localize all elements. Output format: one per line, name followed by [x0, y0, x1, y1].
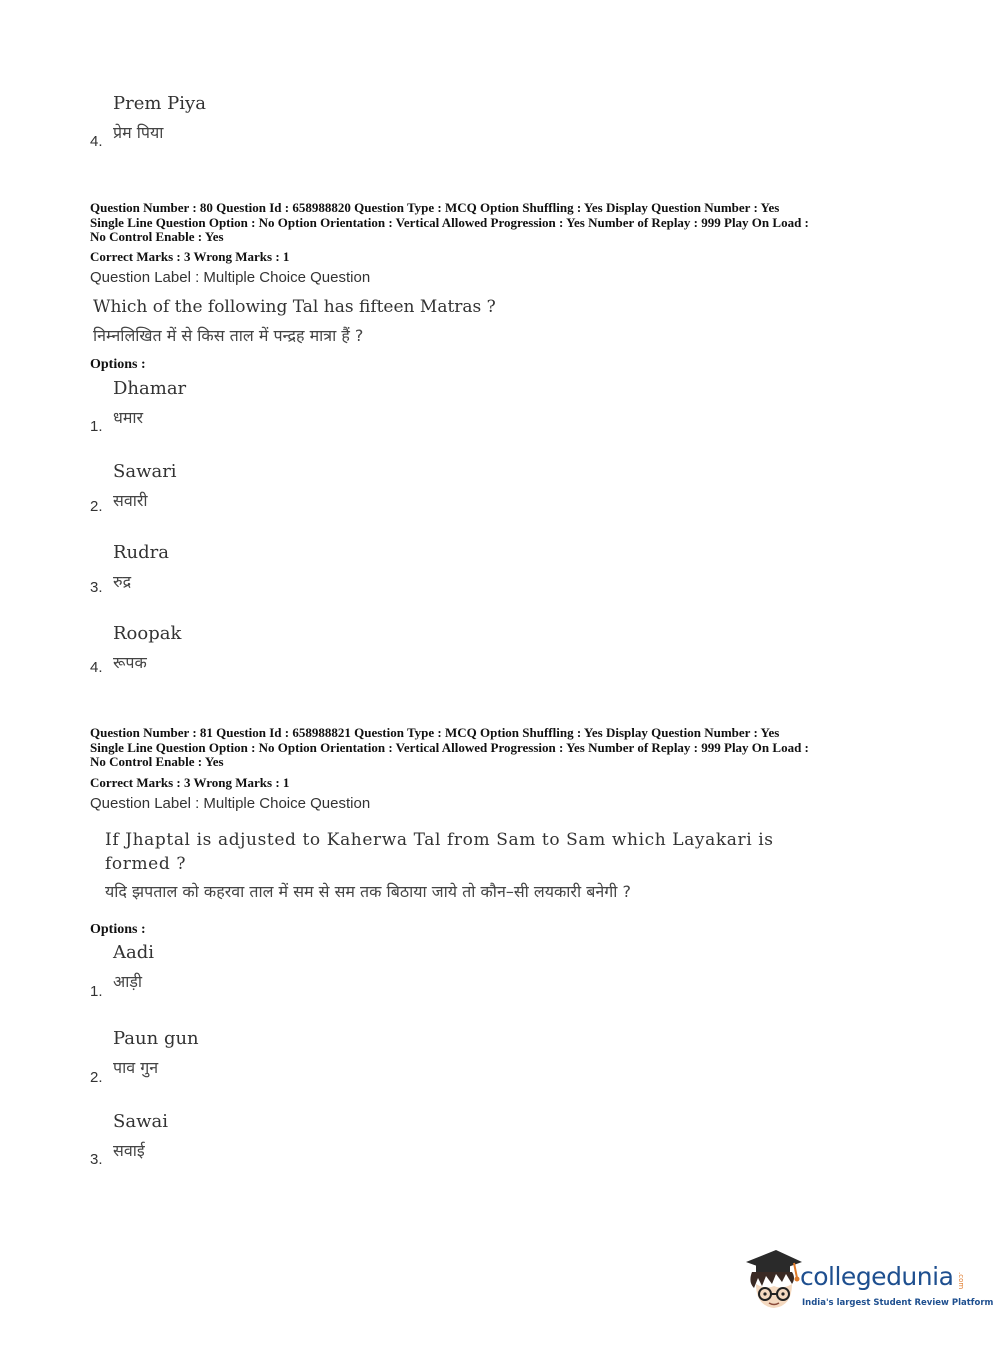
- q80-marks: Correct Marks : 3 Wrong Marks : 1: [90, 249, 290, 264]
- q80-option-2-hi: सवारी: [113, 491, 148, 510]
- q81-question-label: Question Label : Multiple Choice Question: [90, 795, 371, 812]
- prev-option-4-en: Prem Piya: [113, 93, 206, 114]
- q81-question-text-en-line-2: formed ?: [105, 854, 187, 874]
- q80-option-3-hi: रुद्र: [113, 572, 132, 591]
- q81-option-1-hi: आड़ी: [113, 972, 143, 991]
- q80-option-1-en: Dhamar: [113, 378, 187, 399]
- q81-marks: Correct Marks : 3 Wrong Marks : 1: [90, 775, 290, 790]
- q80-option-4-number: 4.: [90, 659, 103, 676]
- q81-option-2-number: 2.: [90, 1069, 103, 1086]
- logo-brand-suffix: .com: [957, 1272, 965, 1290]
- q80-option-4-hi: रूपक: [113, 653, 147, 672]
- q81-option-3-hi: सवाई: [113, 1141, 145, 1160]
- q80-option-3-en: Rudra: [113, 542, 170, 563]
- q80-option-1-number: 1.: [90, 418, 103, 435]
- q80-option-2-number: 2.: [90, 498, 103, 515]
- q80-options-title: Options :: [90, 357, 146, 372]
- collegedunia-logo: [742, 1248, 994, 1318]
- q81-meta-line-3: No Control Enable : Yes: [90, 754, 224, 769]
- q80-meta-line-2: Single Line Question Option : No Option Orientation : Vertical Allowed Progression : Yes Number of Replay : 999 Play On Load :: [90, 214, 809, 230]
- q81-meta: [90, 726, 920, 770]
- q80-option-3-number: 3.: [90, 579, 103, 596]
- q80-meta: [90, 201, 920, 245]
- q80-option-2-en: Sawari: [113, 461, 177, 482]
- q80-meta-line-3: No Control Enable : Yes: [90, 229, 224, 244]
- q81-question-text-hi: यदि झपताल को कहरवा ताल में सम से सम तक बिठाया जाये तो कौन–सी लयकारी बनेगी ?: [105, 882, 631, 901]
- q80-question-text-hi: निम्नलिखित में से किस ताल में पन्द्रह मात्रा हैं ?: [93, 326, 364, 345]
- q81-option-2-en: Paun gun: [113, 1028, 199, 1049]
- logo-tagline: India's largest Student Review Platform: [802, 1298, 994, 1308]
- q81-question-text-en-line-1: If Jhaptal is adjusted to Kaherwa Tal from Sam to Sam which Layakari is: [105, 830, 774, 850]
- logo-brand-name: collegedunia: [800, 1262, 954, 1291]
- q81-option-2-hi: पाव गुन: [113, 1058, 159, 1077]
- q80-option-1-hi: धमार: [113, 408, 144, 427]
- q80-question-label: Question Label : Multiple Choice Question: [90, 269, 371, 286]
- q81-option-3-en: Sawai: [113, 1111, 168, 1132]
- student-mascot-icon: [742, 1248, 804, 1314]
- q81-options-title: Options :: [90, 922, 146, 937]
- prev-option-4-number: 4.: [90, 133, 103, 150]
- q80-option-4-en: Roopak: [113, 623, 182, 644]
- q81-option-1-number: 1.: [90, 983, 103, 1000]
- q80-meta-line-1: Question Number : 80 Question Id : 658988820 Question Type : MCQ Option Shuffling : Yes Display Question Number : Yes: [90, 200, 780, 215]
- prev-option-4-hi: प्रेम पिया: [113, 123, 164, 142]
- q80-question-text-en: Which of the following Tal has fifteen Matras ?: [93, 297, 496, 317]
- q81-meta-line-1: Question Number : 81 Question Id : 658988821 Question Type : MCQ Option Shuffling : Yes Display Question Number : Yes: [90, 725, 780, 740]
- q81-meta-line-2: Single Line Question Option : No Option Orientation : Vertical Allowed Progression : Yes Number of Replay : 999 Play On Load :: [90, 739, 809, 755]
- q81-option-3-number: 3.: [90, 1151, 103, 1168]
- q81-option-1-en: Aadi: [113, 942, 155, 963]
